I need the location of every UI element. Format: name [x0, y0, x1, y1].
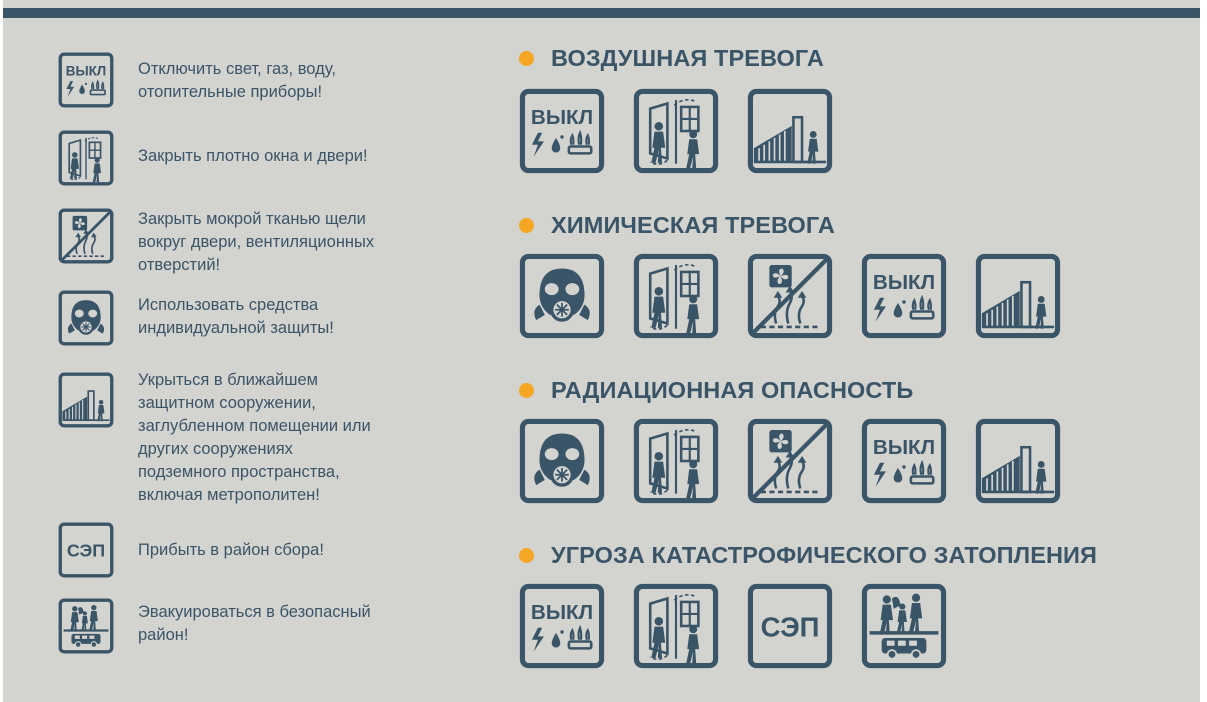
svg-text:ВЫКЛ: ВЫКЛ — [872, 271, 936, 295]
shelter-icon — [747, 88, 833, 174]
section-title-flood — [519, 540, 1097, 570]
off-utilities-icon — [519, 583, 605, 669]
gas-mask-icon — [58, 290, 114, 346]
svg-text:ВЫКЛ: ВЫКЛ — [530, 601, 594, 625]
close-windows-doors-icon — [58, 130, 114, 186]
section-title-chemical — [519, 210, 835, 240]
shelter-icon — [58, 372, 114, 428]
close-windows-doors-icon — [633, 418, 719, 504]
top-accent-bar — [3, 8, 1200, 18]
close-windows-doors-icon — [633, 88, 719, 174]
bullet-dot — [519, 51, 534, 66]
bullet-dot — [519, 548, 534, 563]
shelter-icon — [975, 253, 1061, 339]
legend-text: Эвакуироваться в безопасный район! — [138, 603, 371, 644]
seal-vents-icon — [747, 253, 833, 339]
off-utilities-icon — [519, 88, 605, 174]
sep-icon — [58, 522, 114, 578]
svg-text:СЭП: СЭП — [760, 611, 820, 643]
legend-text: Укрыться в ближайшем защитном сооружении, заглубленном помещении или других сооружениях подземного пространства, включая метрополитен! — [138, 371, 371, 504]
bullet-dot — [519, 218, 534, 233]
gas-mask-icon — [519, 418, 605, 504]
sep-icon — [747, 583, 833, 669]
section-title-text: РАДИАЦИОННАЯ ОПАСНОСТЬ — [551, 376, 914, 403]
off-utilities-icon — [861, 253, 947, 339]
svg-text:ВЫКЛ: ВЫКЛ — [872, 436, 936, 460]
svg-text:СЭП: СЭП — [66, 540, 106, 561]
seal-vents-icon — [58, 208, 114, 264]
bullet-dot — [519, 383, 534, 398]
svg-text:ВЫКЛ: ВЫКЛ — [530, 106, 594, 130]
gas-mask-icon — [519, 253, 605, 339]
section-title-text: ВОЗДУШНАЯ ТРЕВОГА — [551, 44, 824, 71]
seal-vents-icon — [747, 418, 833, 504]
memo-board — [3, 0, 1200, 702]
legend-text: Отключить свет, газ, воду, отопительные приборы! — [138, 60, 336, 101]
off-utilities-icon — [58, 52, 114, 108]
legend-text: Прибыть в район сбора! — [138, 541, 324, 559]
legend-text: Использовать средства индивидуальной защиты! — [138, 296, 334, 337]
evacuate-icon — [861, 583, 947, 669]
close-windows-doors-icon — [633, 583, 719, 669]
section-title-radiation — [519, 375, 913, 405]
close-windows-doors-icon — [633, 253, 719, 339]
section-title-text: УГРОЗА КАТАСТРОФИЧЕСКОГО ЗАТОПЛЕНИЯ — [551, 541, 1098, 568]
legend-text: Закрыть мокрой тканью щели вокруг двери, вентиляционных отверстий! — [138, 210, 375, 274]
shelter-icon — [975, 418, 1061, 504]
evacuate-icon — [58, 598, 114, 654]
svg-text:ВЫКЛ: ВЫКЛ — [65, 63, 107, 79]
legend-text: Закрыть плотно окна и двери! — [138, 147, 368, 165]
section-title-text: ХИМИЧЕСКАЯ ТРЕВОГА — [551, 211, 835, 238]
off-utilities-icon — [861, 418, 947, 504]
section-title-air-raid — [519, 43, 824, 73]
